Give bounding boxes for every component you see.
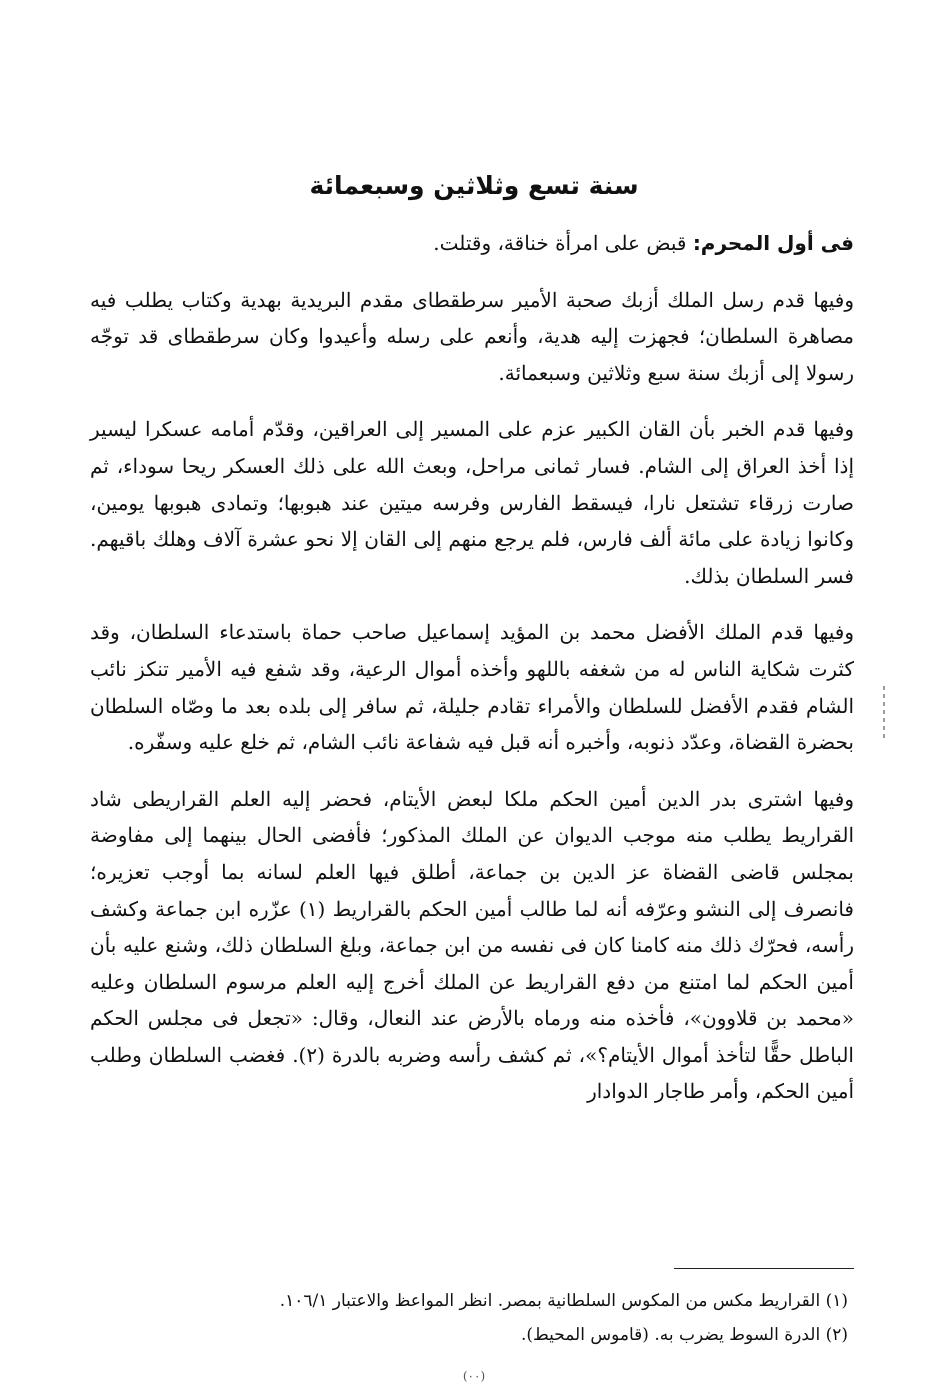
footnote: (١) القراريط مكس من المكوس السلطانية بمصر. انظر المواعظ والاعتبار ١٠٦/١. [279, 1291, 848, 1311]
body-text [90, 225, 854, 1110]
paragraph: وفيها قدم الخبر بأن القان الكبير عزم على المسير إلى العراقين، وقدّم أمامه عسكرا ليسير إذا أخذ العراق إلى الشام. فسار ثمانى مراحل، وبعث الله على ذلك العسكر ريحا سوداء، ثم صارت زرقاء تشتعل نارا، فيسقط الفارس وفرسه ميتين عند هبوبها؛ وتمادى هبوبها يومين، وكانوا زيادة على مائة ألف فارس، فلم يرجع منهم إلى القان إلا نحو عشرة آلاف وهلك باقيهم. فسر السلطان بذلك. [90, 417, 854, 588]
footnote-divider [674, 1268, 854, 1269]
paragraph: وفيها قدم الملك الأفضل محمد بن المؤيد إسماعيل صاحب حماة باستدعاء السلطان، وقد كثرت شكاية الناس له من شغفه باللهو وأخذه أموال الرعية، وقد شفع فيه الأمير تنكز نائب الشام فقدم الأفضل للسلطان والأمراء تقادم جليلة، ثم سافر إلى بلده بعد ما وصّاه السلطان بحضرة القضاة، وعدّد ذنوبه، وأخبره أنه قبل فيه شفاعة نائب الشام، ثم خلع عليه وسفّره. [90, 620, 854, 755]
paragraph [90, 225, 854, 262]
footnote: (٢) الدرة السوط يضرب به. (قاموس المحيط). [520, 1325, 848, 1345]
chapter-heading: سنة تسع وثلاثين وسبعمائة [309, 171, 639, 200]
footnotes [148, 1284, 848, 1352]
scan-artifact-mark [883, 686, 885, 742]
paragraph-lead: فى أول المحرم: [692, 231, 854, 255]
paragraph: وفيها قدم رسل الملك أزبك صحبة الأمير سرطقطاى مقدم البريدية بهدية وكتاب يطلب فيه مصاهرة السلطان؛ فجهزت إليه هدية، وأنعم على رسله وأعيدوا وكان سرطقطاى قد توجّه رسولا إلى أزبك سنة سبع وثلاثين وسبعمائة. [90, 287, 854, 385]
paragraph: وفيها اشترى بدر الدين أمين الحكم ملكا لبعض الأيتام، فحضر إليه العلم القراريطى شاد القراريط يطلب منه موجب الديوان عن الملك المذكور؛ فأفضى الحال بينهما إلى مفاوضة بمجلس قاضى القضاة عز الدين بن جماعة، أطلق فيها العلم لسانه بما أوجب تعزيره؛ فانصرف إلى النشو وعرّفه أنه لما طالب أمين الحكم بالقراريط (١) عزّره ابن جماعة وكشف رأسه، فحرّك ذلك منه كامنا كان فى نفسه من ابن جماعة، وبلغ السلطان ذلك، وشنع عليه بأن أمين الحكم لما امتنع من دفع القراريط عن الملك أخرج إليه العلم مرسوم السلطان وعليه «محمد بن قلاوون»، فأخذه منه ورماه بالأرض عند النعال، وقال: «تجعل فى مجلس الحكم الباطل حقًّا لتأخذ أموال الأيتام؟»، ثم كشف رأسه وضربه بالدرة (٢). فغضب السلطان وطلب أمين الحكم، وأمر طاجار الدوادار [90, 786, 855, 1104]
paragraph-text: قبض على امرأة خناقة، وقتلت. [433, 231, 693, 255]
page-number: (٠٠) [462, 1369, 486, 1383]
